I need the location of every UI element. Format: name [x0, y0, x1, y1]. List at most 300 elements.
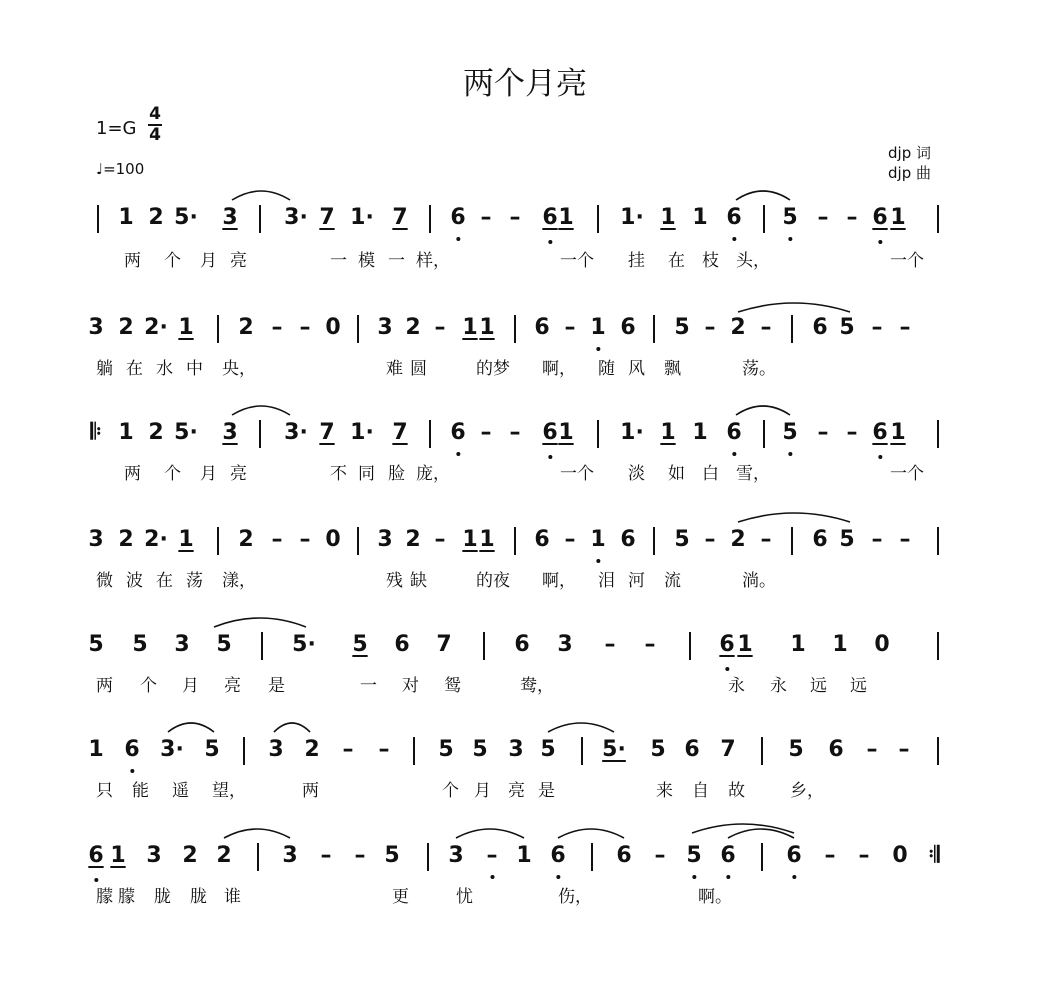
barline	[217, 315, 219, 343]
lyric-syllable: 忧	[456, 887, 473, 907]
slur-arc	[168, 723, 214, 732]
note: 6	[872, 205, 888, 230]
notation-row-3	[0, 420, 1050, 460]
lyric-syllable: 只	[96, 781, 113, 801]
barline	[514, 527, 516, 555]
dash-extension: –	[899, 527, 911, 552]
barline	[427, 843, 429, 871]
lyric-syllable: 挂	[628, 251, 645, 271]
note: 5	[204, 737, 220, 762]
barline	[653, 315, 655, 343]
note: 3	[268, 737, 284, 762]
lyric-syllable: 月	[474, 781, 491, 801]
note: 2	[730, 315, 746, 340]
dash-extension: –	[480, 420, 492, 445]
slur-arc	[558, 829, 624, 838]
barline	[357, 315, 359, 343]
lyric-syllable: 淌。	[742, 571, 776, 591]
dash-extension: –	[354, 843, 366, 868]
barline	[937, 527, 939, 555]
barline	[763, 420, 765, 448]
lyric-syllable: 在	[126, 359, 143, 379]
lyric-syllable: 圆	[410, 359, 427, 379]
slur-arc	[232, 191, 290, 200]
barline	[597, 205, 599, 233]
note: 5·	[602, 737, 626, 762]
note: 3	[222, 205, 238, 230]
lyric-syllable: 谁	[224, 887, 241, 907]
note: 1	[516, 843, 532, 868]
slur-arc	[548, 723, 614, 732]
lyric-syllable: 枝	[702, 251, 719, 271]
tempo-marking: ♩=100	[96, 160, 145, 178]
lyric-syllable: 同	[358, 464, 375, 484]
note: 6	[450, 420, 466, 445]
note: 5	[782, 205, 798, 230]
lyric-syllable: 亮	[508, 781, 525, 801]
note: 6	[394, 632, 410, 657]
lyric-syllable: 乡，	[790, 781, 824, 801]
note: 0	[874, 632, 890, 657]
slur-arc	[736, 191, 790, 200]
note: 2	[148, 205, 164, 230]
dash-extension: –	[817, 420, 829, 445]
lyric-syllable: 荡。	[742, 359, 776, 379]
note: 6	[720, 843, 736, 868]
lyric-syllable: 缺	[410, 571, 427, 591]
note: 7	[319, 205, 335, 230]
note: 0	[325, 527, 341, 552]
lyric-syllable: 来	[656, 781, 673, 801]
lyric-syllable: 一个	[560, 464, 594, 484]
lyric-syllable: 远	[850, 676, 867, 696]
repeat-start-sign: 𝄆	[90, 420, 102, 445]
note: 1	[479, 315, 495, 340]
lyric-syllable: 一	[388, 251, 405, 271]
barline	[581, 737, 583, 765]
note: 3	[282, 843, 298, 868]
lyric-syllable: 泪	[598, 571, 615, 591]
note: 5	[839, 315, 855, 340]
note: 6	[726, 420, 742, 445]
lyric-syllable: 头，	[736, 251, 770, 271]
dash-extension: –	[824, 843, 836, 868]
note: 1	[118, 205, 134, 230]
lyric-syllable: 随	[598, 359, 615, 379]
barline	[937, 632, 939, 660]
note: 1	[558, 205, 574, 230]
time-signature-bottom: 4	[149, 125, 161, 145]
note: 5	[782, 420, 798, 445]
notation-row-2	[0, 315, 1050, 355]
lyric-syllable: 朦	[96, 887, 113, 907]
lyric-syllable: 如	[668, 464, 685, 484]
barline	[259, 205, 261, 233]
dash-extension: –	[509, 420, 521, 445]
lyric-syllable: 亮	[230, 464, 247, 484]
barline	[243, 737, 245, 765]
lyric-syllable: 是	[538, 781, 555, 801]
lyric-syllable: 庞，	[416, 464, 450, 484]
dash-extension: –	[760, 315, 772, 340]
lyric-syllable: 亮	[224, 676, 241, 696]
lyrics-row-2	[0, 354, 1050, 382]
note: 3	[557, 632, 573, 657]
dash-extension: –	[434, 315, 446, 340]
note: 6	[616, 843, 632, 868]
lyricist-credit: djp 词	[888, 144, 931, 162]
lyrics-row-7	[0, 882, 1050, 910]
lyric-syllable: 流	[664, 571, 681, 591]
lyric-syllable: 的梦	[476, 359, 510, 379]
note: 2	[118, 315, 134, 340]
note: 1	[88, 737, 104, 762]
dash-extension: –	[378, 737, 390, 762]
dash-extension: –	[644, 632, 656, 657]
barline	[97, 205, 99, 233]
note: 1·	[620, 205, 644, 230]
lyric-syllable: 一个	[890, 251, 924, 271]
note: 1	[660, 205, 676, 230]
note: 6	[812, 315, 828, 340]
dash-extension: –	[817, 205, 829, 230]
slur-arc	[736, 406, 790, 415]
barline	[429, 420, 431, 448]
note: 1	[462, 315, 478, 340]
lyric-syllable: 鸯，	[520, 676, 554, 696]
slur-arc	[456, 829, 524, 838]
note: 0	[325, 315, 341, 340]
note: 2·	[144, 315, 168, 340]
note: 6	[620, 527, 636, 552]
note: 3·	[284, 205, 308, 230]
note: 1	[890, 420, 906, 445]
lyric-syllable: 河	[628, 571, 645, 591]
note: 2	[730, 527, 746, 552]
lyric-syllable: 两	[96, 676, 113, 696]
note: 6	[124, 737, 140, 762]
lyric-syllable: 是	[268, 676, 285, 696]
lyric-syllable: 月	[200, 251, 217, 271]
lyric-syllable: 淡	[628, 464, 645, 484]
note: 5	[352, 632, 368, 657]
note: 5	[216, 632, 232, 657]
note: 1	[590, 315, 606, 340]
lyric-syllable: 两	[124, 464, 141, 484]
lyric-syllable: 不	[330, 464, 347, 484]
note: 1	[692, 420, 708, 445]
barline	[257, 843, 259, 871]
note: 3	[377, 315, 393, 340]
key-signature: 1=G	[96, 118, 137, 139]
note: 6	[786, 843, 802, 868]
dash-extension: –	[858, 843, 870, 868]
note: 5	[650, 737, 666, 762]
note: 1	[118, 420, 134, 445]
barline	[763, 205, 765, 233]
lyric-syllable: 一	[360, 676, 377, 696]
notation-row-7	[0, 843, 1050, 883]
dash-extension: –	[564, 527, 576, 552]
lyric-syllable: 央，	[222, 359, 256, 379]
slur-arc	[232, 406, 290, 415]
dash-extension: –	[898, 737, 910, 762]
note: 5	[384, 843, 400, 868]
note: 2	[182, 843, 198, 868]
lyric-syllable: 残	[386, 571, 403, 591]
repeat-end-sign: 𝄇	[928, 843, 940, 868]
note: 1	[178, 315, 194, 340]
note: 7	[392, 420, 408, 445]
note: 6	[450, 205, 466, 230]
lyric-syllable: 模	[358, 251, 375, 271]
note: 7	[720, 737, 736, 762]
note: 1	[790, 632, 806, 657]
barline	[937, 420, 939, 448]
dash-extension: –	[846, 420, 858, 445]
note: 6	[620, 315, 636, 340]
note: 2	[405, 315, 421, 340]
note: 5·	[174, 420, 198, 445]
slur-arc	[224, 829, 290, 838]
lyric-syllable: 月	[200, 464, 217, 484]
note: 1	[558, 420, 574, 445]
barline	[413, 737, 415, 765]
slur-arc	[738, 303, 850, 312]
lyric-syllable: 月	[182, 676, 199, 696]
note: 3·	[160, 737, 184, 762]
note: 5	[839, 527, 855, 552]
lyric-syllable: 鸳	[444, 676, 461, 696]
lyric-syllable: 一个	[890, 464, 924, 484]
note: 2	[304, 737, 320, 762]
note: 3	[88, 315, 104, 340]
lyric-syllable: 中	[186, 359, 203, 379]
note: 5	[788, 737, 804, 762]
lyric-syllable: 能	[132, 781, 149, 801]
barline	[791, 527, 793, 555]
lyric-syllable: 漾，	[222, 571, 256, 591]
note: 3·	[284, 420, 308, 445]
lyric-syllable: 个	[164, 251, 181, 271]
slur-arc	[738, 513, 850, 522]
slur-arc	[728, 829, 794, 838]
lyric-syllable: 波	[126, 571, 143, 591]
notation-row-1	[0, 205, 1050, 245]
lyric-syllable: 啊。	[698, 887, 732, 907]
lyric-syllable: 故	[728, 781, 745, 801]
lyric-syllable: 水	[156, 359, 173, 379]
barline	[217, 527, 219, 555]
lyric-syllable: 啊，	[542, 359, 576, 379]
lyric-syllable: 更	[392, 887, 409, 907]
note: 0	[892, 843, 908, 868]
note: 5	[674, 527, 690, 552]
barline	[791, 315, 793, 343]
lyrics-row-5	[0, 671, 1050, 699]
note: 1	[890, 205, 906, 230]
lyrics-row-6	[0, 776, 1050, 804]
dash-extension: –	[871, 315, 883, 340]
dash-extension: –	[299, 315, 311, 340]
barline	[483, 632, 485, 660]
note: 7	[436, 632, 452, 657]
lyric-syllable: 远	[810, 676, 827, 696]
dash-extension: –	[320, 843, 332, 868]
note: 6	[684, 737, 700, 762]
note: 1	[110, 843, 126, 868]
lyric-syllable: 的夜	[476, 571, 510, 591]
note: 1	[462, 527, 478, 552]
barline	[357, 527, 359, 555]
barline	[937, 205, 939, 233]
barline	[689, 632, 691, 660]
dash-extension: –	[760, 527, 772, 552]
lyric-syllable: 永	[728, 676, 745, 696]
lyric-syllable: 荡	[186, 571, 203, 591]
dash-extension: –	[846, 205, 858, 230]
note: 6	[534, 315, 550, 340]
note: 7	[392, 205, 408, 230]
note: 5·	[292, 632, 316, 657]
lyric-syllable: 啊，	[542, 571, 576, 591]
barline	[937, 737, 939, 765]
note: 3	[448, 843, 464, 868]
note: 1	[479, 527, 495, 552]
lyric-syllable: 两	[124, 251, 141, 271]
barline	[429, 205, 431, 233]
note: 2·	[144, 527, 168, 552]
note: 3	[222, 420, 238, 445]
note: 1	[178, 527, 194, 552]
dash-extension: –	[299, 527, 311, 552]
note: 6	[719, 632, 735, 657]
note: 1·	[350, 205, 374, 230]
slur-arc	[692, 824, 794, 833]
dash-extension: –	[604, 632, 616, 657]
note: 3	[174, 632, 190, 657]
lyric-syllable: 飘	[664, 359, 681, 379]
lyric-syllable: 伤，	[558, 887, 592, 907]
note: 6	[514, 632, 530, 657]
note: 6	[726, 205, 742, 230]
dash-extension: –	[564, 315, 576, 340]
note: 2	[238, 527, 254, 552]
barline	[761, 737, 763, 765]
note: 6	[542, 205, 558, 230]
lyric-syllable: 胧	[154, 887, 171, 907]
note: 2	[405, 527, 421, 552]
lyrics-row-4	[0, 566, 1050, 594]
note: 2	[148, 420, 164, 445]
dash-extension: –	[271, 315, 283, 340]
slur-arc	[214, 618, 306, 627]
note: 1	[692, 205, 708, 230]
lyric-syllable: 白	[702, 464, 719, 484]
note: 1·	[350, 420, 374, 445]
notation-row-5	[0, 632, 1050, 672]
lyric-syllable: 难	[386, 359, 403, 379]
lyrics-row-1	[0, 246, 1050, 274]
note: 5	[686, 843, 702, 868]
dash-extension: –	[704, 315, 716, 340]
notation-row-4	[0, 527, 1050, 567]
note: 6	[550, 843, 566, 868]
note: 3	[88, 527, 104, 552]
lyric-syllable: 一个	[560, 251, 594, 271]
lyric-syllable: 自	[692, 781, 709, 801]
dash-extension: –	[342, 737, 354, 762]
lyric-syllable: 胧	[190, 887, 207, 907]
lyric-syllable: 一	[330, 251, 347, 271]
note: 6	[828, 737, 844, 762]
lyric-syllable: 两	[302, 781, 319, 801]
lyric-syllable: 遥	[172, 781, 189, 801]
note: 1	[737, 632, 753, 657]
note: 1	[660, 420, 676, 445]
note: 6	[88, 843, 104, 868]
dash-extension: –	[704, 527, 716, 552]
barline	[653, 527, 655, 555]
note: 5	[540, 737, 556, 762]
note: 5	[88, 632, 104, 657]
note: 6	[812, 527, 828, 552]
note: 3	[508, 737, 524, 762]
time-signature	[148, 105, 162, 145]
barline	[761, 843, 763, 871]
lyric-syllable: 望，	[212, 781, 246, 801]
dash-extension: –	[434, 527, 446, 552]
note: 2	[216, 843, 232, 868]
lyric-syllable: 风	[628, 359, 645, 379]
lyric-syllable: 躺	[96, 359, 113, 379]
barline	[514, 315, 516, 343]
lyric-syllable: 样，	[416, 251, 450, 271]
barline	[259, 420, 261, 448]
lyric-syllable: 雪，	[736, 464, 770, 484]
dash-extension: –	[871, 527, 883, 552]
lyric-syllable: 在	[668, 251, 685, 271]
note: 3	[377, 527, 393, 552]
note: 6	[542, 420, 558, 445]
dash-extension: –	[486, 843, 498, 868]
lyric-syllable: 个	[442, 781, 459, 801]
dash-extension: –	[480, 205, 492, 230]
lyric-syllable: 个	[140, 676, 157, 696]
barline	[261, 632, 263, 660]
note: 1·	[620, 420, 644, 445]
lyric-syllable: 脸	[388, 464, 405, 484]
song-title: 两个月亮	[463, 66, 587, 102]
note: 2	[118, 527, 134, 552]
note: 7	[319, 420, 335, 445]
note: 5	[674, 315, 690, 340]
lyric-syllable: 微	[96, 571, 113, 591]
composer-credit: djp 曲	[888, 164, 931, 182]
dash-extension: –	[654, 843, 666, 868]
lyric-syllable: 永	[770, 676, 787, 696]
barline	[597, 420, 599, 448]
slur-arc	[274, 723, 310, 732]
notation-row-6	[0, 737, 1050, 777]
note: 1	[832, 632, 848, 657]
lyric-syllable: 个	[164, 464, 181, 484]
note: 6	[534, 527, 550, 552]
note: 5·	[174, 205, 198, 230]
note: 5	[132, 632, 148, 657]
note: 2	[238, 315, 254, 340]
dash-extension: –	[866, 737, 878, 762]
